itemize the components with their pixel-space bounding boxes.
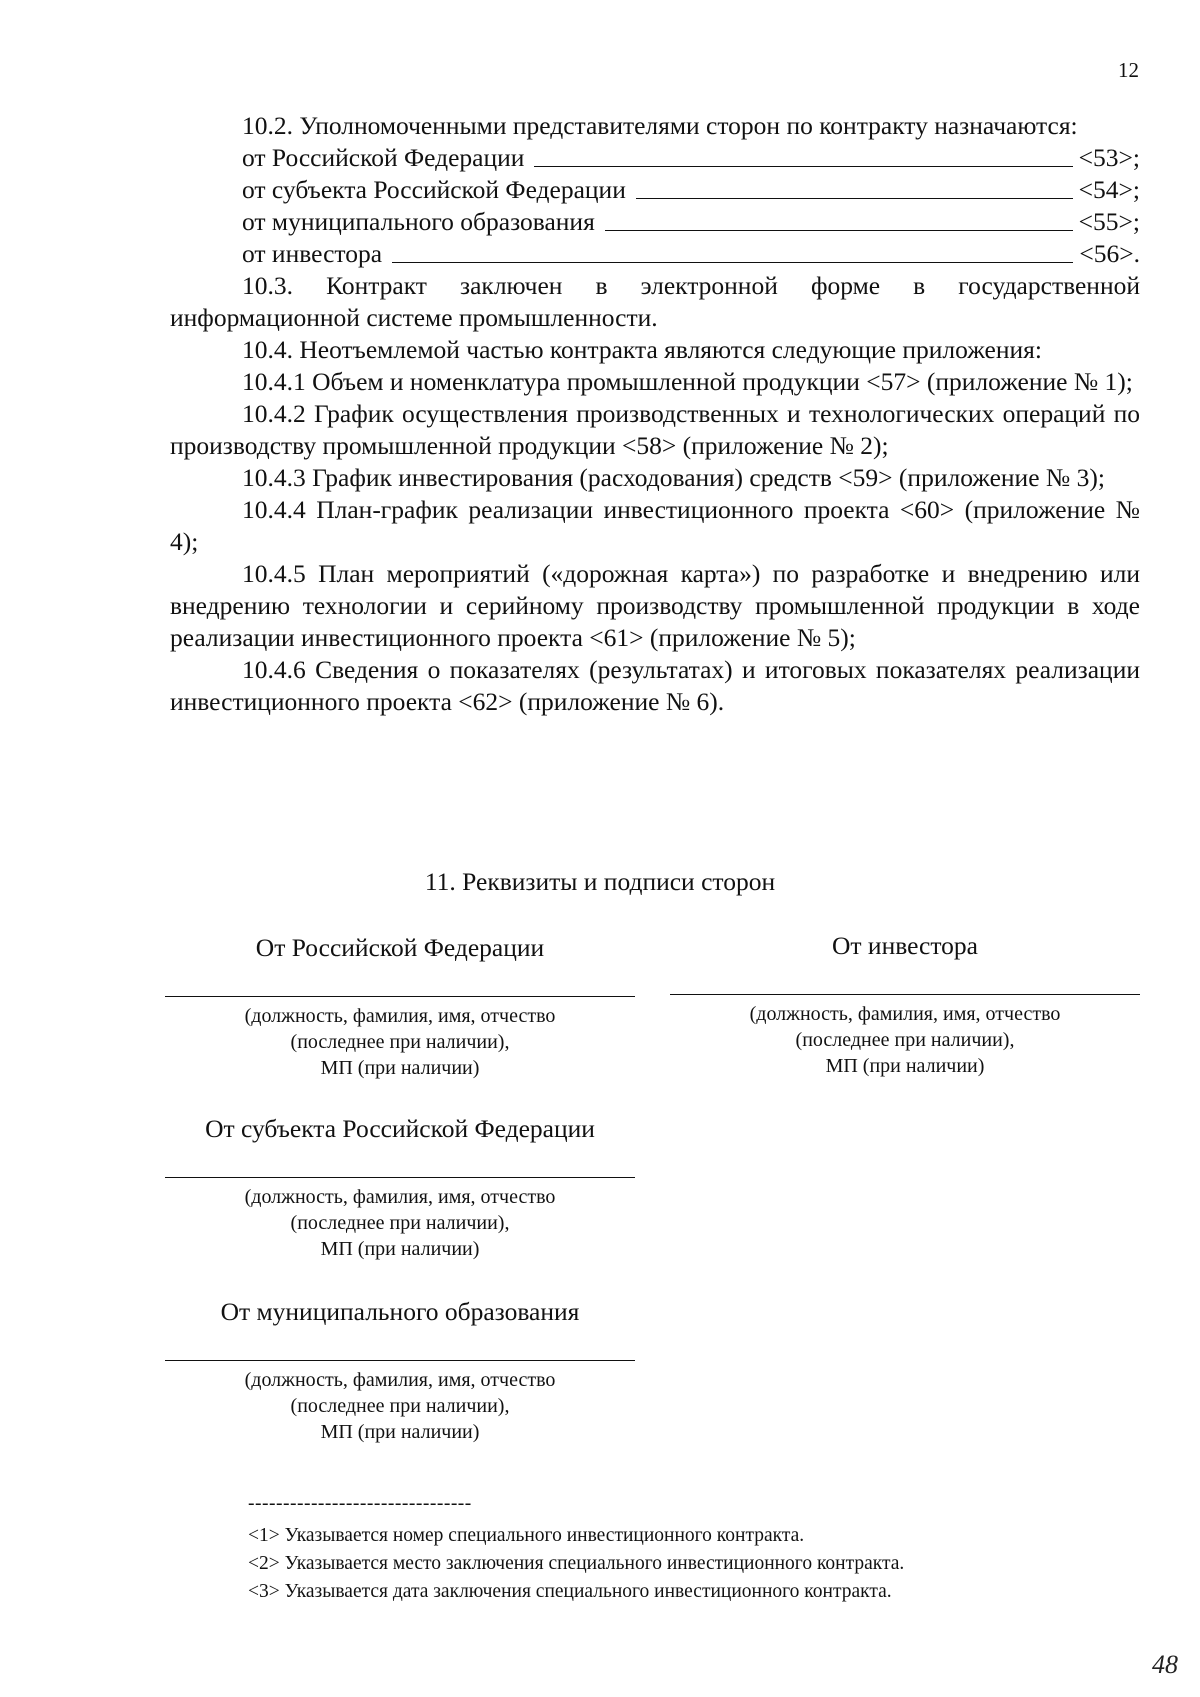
- page-number: 12: [1118, 58, 1139, 82]
- signature-block-subject: [165, 1113, 635, 1262]
- signature-line: [165, 1177, 635, 1178]
- footnote-1: <1> Указывается номер специального инвестиционного контракта.: [248, 1525, 805, 1546]
- representative-investor: [170, 238, 1140, 270]
- party-name: От Российской Федерации: [255, 933, 545, 962]
- paragraph-10-4-4: 10.4.4 План-график реализации инвестиционного проекта <60> (приложение № 4);: [170, 495, 1140, 556]
- paragraph-10-3: 10.3. Контракт заключен в электронной форме в государственной информационной системе промышленности.: [170, 271, 1140, 332]
- signature-note-line-2: (последнее при наличии),: [290, 1031, 510, 1053]
- section-10-body: [170, 110, 1140, 718]
- party-name: От субъекта Российской Федерации: [205, 1114, 595, 1143]
- paragraph-10-4-1: 10.4.1 Объем и номенклатура промышленной продукции <57> (приложение № 1);: [242, 367, 1133, 396]
- signature-note-line-2: (последнее при наличии),: [290, 1395, 510, 1417]
- paragraph-10-4-3: 10.4.3 График инвестирования (расходования) средств <59> (приложение № 3);: [242, 463, 1105, 492]
- handwritten-mark: 48: [1152, 1650, 1178, 1679]
- representative-subject: [170, 174, 1140, 206]
- signature-note-line-2: (последнее при наличии),: [290, 1212, 510, 1234]
- representative-label: от субъекта Российской Федерации: [242, 175, 626, 204]
- footnotes: [248, 1490, 904, 1606]
- footnote-2: <2> Указывается место заключения специального инвестиционного контракта.: [248, 1553, 905, 1574]
- signature-line: [165, 1360, 635, 1361]
- signature-note-line-1: (должность, фамилия, имя, отчество: [244, 1186, 556, 1208]
- party-name: От инвестора: [831, 931, 978, 960]
- blank-line: [392, 261, 1073, 263]
- signature-note-line-1: (должность, фамилия, имя, отчество: [244, 1005, 556, 1027]
- representative-label: от Российской Федерации: [242, 143, 525, 172]
- signature-block-investor: [670, 930, 1140, 1079]
- signature-note-line-3: МП (при наличии): [320, 1421, 480, 1443]
- signature-note-line-3: МП (при наличии): [320, 1057, 480, 1079]
- representative-rf: [170, 142, 1140, 174]
- footnote-ref: <56>.: [1079, 239, 1140, 268]
- signature-note-line-3: МП (при наличии): [825, 1055, 985, 1077]
- footnote-ref: <54>;: [1078, 175, 1140, 204]
- blank-line: [605, 229, 1073, 231]
- signature-line: [165, 996, 635, 997]
- paragraph-10-4: 10.4. Неотъемлемой частью контракта являются следующие приложения:: [242, 335, 1042, 364]
- signature-note-line-2: (последнее при наличии),: [795, 1029, 1015, 1051]
- representative-label: от инвестора: [242, 239, 383, 268]
- signature-note-line-1: (должность, фамилия, имя, отчество: [749, 1003, 1061, 1025]
- footnote-separator: --------------------------------: [248, 1493, 472, 1514]
- footnote-ref: <53>;: [1078, 143, 1140, 172]
- signature-block-municipal: [165, 1296, 635, 1445]
- representative-municipal: [170, 206, 1140, 238]
- footnote-ref: <55>;: [1078, 207, 1140, 236]
- signature-note-line-1: (должность, фамилия, имя, отчество: [244, 1369, 556, 1391]
- paragraph-10-2: 10.2. Уполномоченными представителями сторон по контракту назначаются:: [242, 111, 1078, 140]
- signature-block-rf: [165, 932, 635, 1081]
- paragraph-10-4-6: 10.4.6 Сведения о показателях (результатах) и итоговых показателях реализации инвестиционного проекта <62> (приложение № 6).: [170, 655, 1140, 716]
- party-name: От муниципального образования: [220, 1297, 580, 1326]
- paragraph-10-4-5: 10.4.5 План мероприятий («дорожная карта») по разработке и внедрению или внедрению технологии и серийному производству промышленной продукции в ходе реализации инвестиционного проекта <61> (приложение № 5);: [170, 559, 1140, 652]
- representative-label: от муниципального образования: [242, 207, 595, 236]
- signature-note-line-3: МП (при наличии): [320, 1238, 480, 1260]
- blank-line: [534, 165, 1072, 167]
- signature-line: [670, 994, 1140, 995]
- blank-line: [636, 197, 1073, 199]
- footnote-3: <3> Указывается дата заключения специального инвестиционного контракта.: [248, 1581, 892, 1602]
- section-11-title: 11. Реквизиты и подписи сторон: [424, 867, 776, 896]
- paragraph-10-4-2: 10.4.2 График осуществления производственных и технологических операций по производству промышленной продукции <58> (приложение № 2);: [170, 399, 1140, 460]
